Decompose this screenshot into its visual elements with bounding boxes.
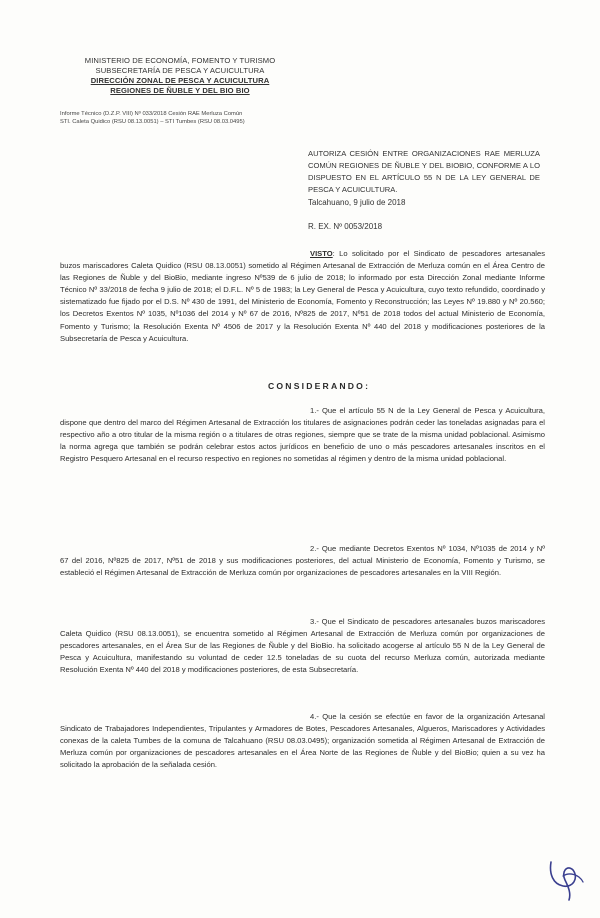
signature-mark xyxy=(543,856,589,902)
considerando-paragraph-3: 3.- Que el Sindicato de pescadores artesanales buzos mariscadores Caleta Quidico (RSU 08.13.0051), se encuentra sometido al Régimen Artesanal de Extracción de Merluza común por organizaciones de pescadores artesanales, en el Área Sur de las Regiones de Ñuble y del BioBio. ha solicitado acogerse al artículo 55 N de la Ley General de Pesca y Acuicultura, manifestando su voluntad de ceder 12.5 toneladas de su cuota del recurso Merluza común, autorizada mediante Resolución Exenta Nº 440 del 2018 y modificaciones posteriores, de esta Subsecretaría. xyxy=(60,617,545,675)
considerando-paragraph-4: 4.- Que la cesión se efectúe en favor de la organización Artesanal Sindicato de Trabajadores Independientes, Tripulantes y Armadores de Botes, Pescadores Artesanales, Algueros, Mariscadores y Actividades conexas de la caleta Tumbes de la comuna de Talcahuano (RSU 08.03.0495); organización sometida al Régimen Artesanal de Extracción de Merluza común por organizaciones de pescadores artesanales en el Área Norte de las Regiones de Ñuble y del BioBio; quien a su vez ha solicitado la aprobación de la señalada cesión. xyxy=(60,712,545,770)
place-date: Talcahuano, 9 julio de 2018 xyxy=(308,198,406,207)
reference-organizations: STI. Caleta Quidico (RSU 08.13.0051) – STI Tumbes (RSU 08.03.0495) xyxy=(60,119,245,125)
visto-label: VISTO xyxy=(310,249,333,258)
letterhead-regiones: REGIONES DE ÑUBLE Y DEL BIO BIO xyxy=(110,86,250,95)
references xyxy=(60,110,310,126)
subject-block: AUTORIZA CESIÓN ENTRE ORGANIZACIONES RAE MERLUZA COMÚN REGIONES DE ÑUBLE Y DEL BIOBIO, CONFORME A LO DISPUESTO EN EL ARTÍCULO 55 N DE LA LEY GENERAL DE PESCA Y ACUICULTURA. xyxy=(308,149,540,194)
visto-text: : Lo solicitado por el Sindicato de pescadores artesanales buzos mariscadores Caleta Quidico (RSU 08.13.0051) sometido al Régimen Artesanal de Extracción de Merluza común en el Área Centro de las Regiones de Ñuble y del BioBio, mediante ingreso Nº539 de 6 julio de 2018; lo informado por esta Dirección Zonal mediante Informe Técnico Nº 33/2018 de fecha 9 julio de 2018; el D.F.L. Nº 5 de 1983; la Ley General de Pesca y Acuicultura, cuyo texto refundido, coordinado y sistematizado fue fijado por el D.S. Nº 430 de 1991, del Ministerio de Economía, Fomento y Reconstrucción; las Leyes Nº 19.880 y Nº 20.560; los Decretos Exentos Nº 1035, Nº1036 del 2014 y Nº 67 de 2016, Nº825 de 2017, Nº51 de 2018 todos del actual Ministerio de Economía, Fomento y Turismo; la Resolución Exenta Nº 4506 de 2017 y la Resolución Exenta Nº 440 del 2018 y modificaciones posteriores de la Subsecretaría de Pesca y Acuicultura. xyxy=(60,249,545,343)
letterhead-direccion: DIRECCIÓN ZONAL DE PESCA Y ACUICULTURA xyxy=(90,76,270,85)
resolution-number: R. EX. Nº 0053/2018 xyxy=(308,222,383,231)
reference-informe: Informe Técnico (D.Z.P. VIII) Nº 033/2018 Cesión RAE Merluza Común xyxy=(60,111,243,117)
letterhead-ministry: MINISTERIO DE ECONOMÍA, FOMENTO Y TURISMO xyxy=(84,56,276,65)
letterhead xyxy=(60,56,300,96)
visto-paragraph xyxy=(60,248,545,345)
considerando-paragraph-2: 2.- Que mediante Decretos Exentos Nº 1034, Nº1035 de 2014 y Nº 67 del 2016, Nº825 de 2017, Nº51 de 2018 y sus modificaciones posteriores, del actual Ministerio de Economía, Fomento y Turismo, se estableció el Régimen Artesanal de Extracción de Merluza común por organizaciones de pescadores artesanales en la VIII Región. xyxy=(60,544,545,578)
letterhead-subsecretaria: SUBSECRETARÍA DE PESCA Y ACUICULTURA xyxy=(95,66,265,75)
considerando-paragraph-1: 1.- Que el artículo 55 N de la Ley General de Pesca y Acuicultura, dispone que dentro del marco del Régimen Artesanal de Extracción los titulares de asignaciones podrán ceder las toneladas asignadas para el respectivo año a otro titular de la misma región o a titulares de otras regiones, siempre que se trate de la misma unidad poblacional. Asimismo la norma agrega que también se podrán celebrar estos actos jurídicos en beneficio de uno o más pescadores artesanales inscritos en el Registro Pesquero Artesanal en el recurso respectivo en regiones no sometidas al régimen y dentro de la misma unidad poblacional. xyxy=(60,406,545,464)
considerando-title: CONSIDERANDO: xyxy=(268,381,371,391)
